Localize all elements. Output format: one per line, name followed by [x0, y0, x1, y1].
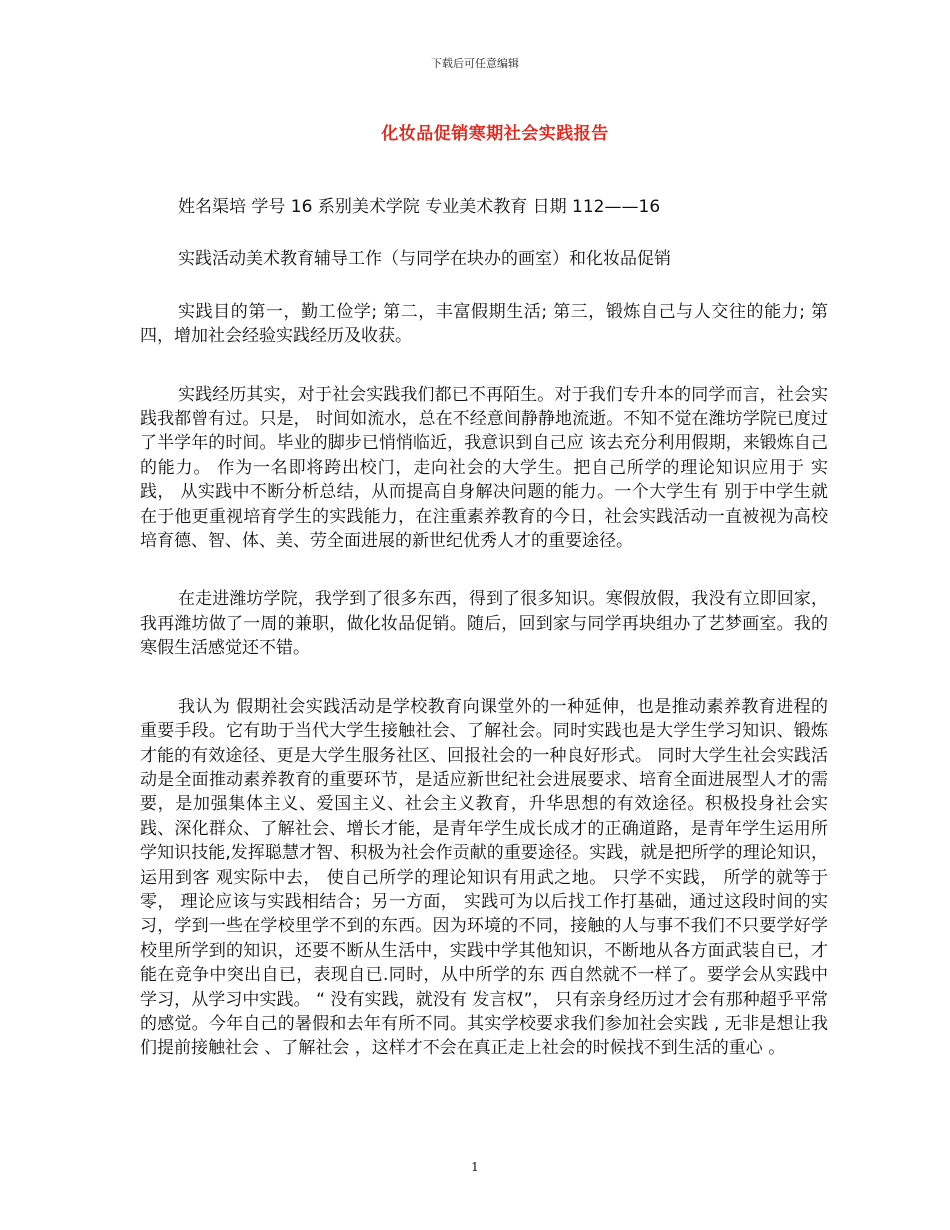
paragraph-purpose: 实践目的第一，勤工俭学; 第二，丰富假期生活; 第三，锻炼自己与人交往的能力; 第四，增加社会经验实践经历及收获。: [140, 301, 828, 347]
paragraph-winter-break: 在走进潍坊学院，我学到了很多东西，得到了很多知识。寒假放假，我没有立即回家，我再潍坊做了一周的兼职，做化妆品促销。随后，回到家与同学再块组办了艺梦画室。我的寒假生活感觉还不错。: [140, 589, 828, 659]
page-number: 1: [471, 1160, 479, 1174]
paragraph-reflection: 我认为 假期社会实践活动是学校教育向课堂外的一种延伸，也是推动素养教育进程的重要手段。它有助于当代大学生接触社会、了解社会。同时实践也是大学生学习知识、锻炼才能的有效途径、更是大学生服务社区、回报社会的一种良好形式。 同时大学生社会实践活动是全面推动素养教育的重要环节，是适应新世纪社会进展要求、培育全面进展型人才的需要，是加强集体主义、爱国主义、社会主义教育，升华思想的有效途径。积极投身社会实践、深化群众、了解社会、增长才能，是青年学生成长成才的正确道路，是青年学生运用所学知识技能,发挥聪慧才智、积极为社会作贡献的重要途径。实践，就是把所学的理论知识，运用到客 观实际中去， 使自己所学的理论知识有用武之地。 只学不实践， 所学的就等于零， 理论应该与实践相结合；另一方面， 实践可为以后找工作打基础，通过这段时间的实习，学到一些在学校里学不到的东西。因为环境的不同，接触的人与事不我们不只要学好学校里所学到的知识，还要不断从生活中，实践中学其他知识，不断地从各方面武装自已，才能在竞争中突出自已，表现自已.同时，从中所学的东 西自然就不一样了。要学会从实践中学习，从学习中实践。 “ 没有实践，就没有 发言权”， 只有亲身经历过才会有那种超乎平常的感觉。今年自己的暑假和去年有所不同。其实学校要求我们参加社会实践 , 无非是想让我们提前接触社会 、了解社会 ，这样才不会在真正走上社会的时候找不到生活的重心 。: [140, 696, 828, 1059]
document-body: [140, 195, 828, 1095]
paragraph-experience: 实践经历其实，对于社会实践我们都已不再陌生。对于我们专升本的同学而言，社会实践我都曾有过。只是， 时间如流水，总在不经意间静静地流逝。不知不觉在潍坊学院已度过了半学年的时间。毕业的脚步已悄悄临近，我意识到自己应 该去充分利用假期，来锻炼自己的能力。 作为一名即将跨出校门，走向社会的大学生。把自己所学的理论知识应用于 实践， 从实践中不断分析总结，从而提高自身解决问题的能力。一个大学生有 别于中学生就在于他更重视培育学生的实践能力，在注重素养教育的今日，社会实践活动一直被视为高校培育德、智、体、美、劳全面进展的新世纪优秀人才的重要途径。: [140, 384, 828, 552]
page-header: 下载后可任意编辑: [431, 57, 519, 70]
document-title: 化妆品促销寒期社会实践报告: [381, 124, 609, 144]
activity-line: 实践活动美术教育辅导工作（与同学在块办的画室）和化妆品促销: [178, 249, 671, 270]
student-info-line: 姓名渠培 学号 16 系别美术学院 专业美术教育 日期 112——16: [178, 197, 661, 217]
